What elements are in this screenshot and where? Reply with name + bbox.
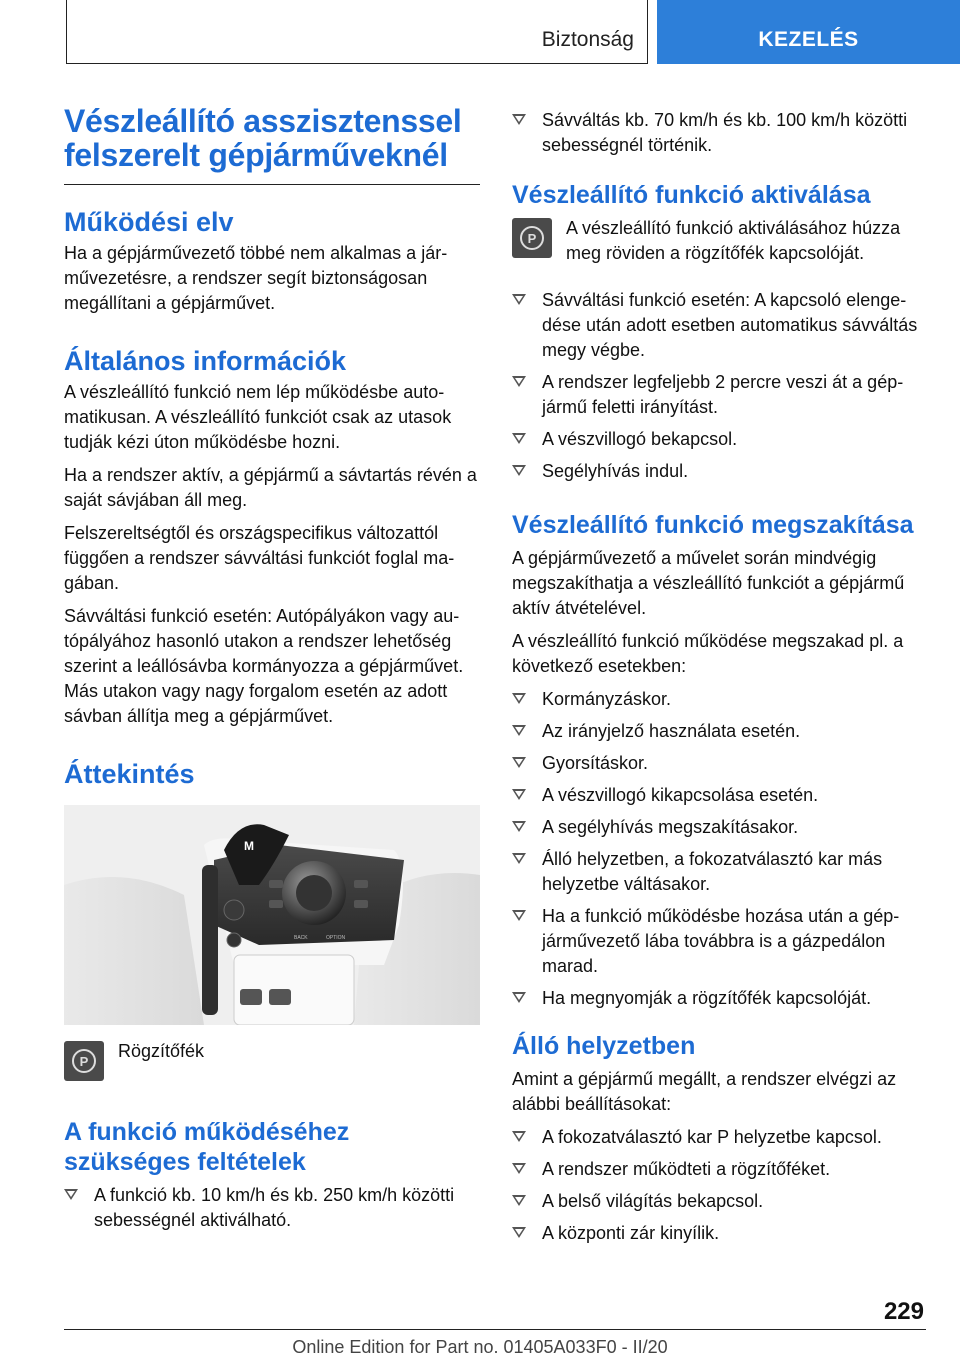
list-item: A belső világítás bekapcsol. bbox=[512, 1189, 926, 1214]
paragraph: Sávváltási funkció esetén: Autópályákon vagy autópályához hasonló utakon a rendszer lehetőség szerint a leállósávba kormányozza a gépjárművet. Más utakon vagy nagy forgalom esetén az adott sávban állítja meg a gépjárművet. bbox=[64, 606, 464, 726]
title-divider bbox=[64, 184, 480, 185]
bullet-triangle-icon bbox=[512, 789, 526, 800]
section-heading-principle: Működési elv bbox=[64, 207, 234, 237]
header-chapter-tab[interactable] bbox=[657, 0, 960, 64]
right-column bbox=[512, 100, 926, 1254]
parking-brake-icon: P bbox=[64, 1041, 104, 1081]
bullet-triangle-icon bbox=[512, 725, 526, 736]
bullet-triangle-icon bbox=[512, 1163, 526, 1174]
paragraph: Ha a rendszer aktív, a gépjármű a sávtartás révén a saját sávjában áll meg. bbox=[64, 465, 477, 510]
header-chapter-label: KEZELÉS bbox=[758, 28, 859, 51]
bullet-triangle-icon bbox=[512, 910, 526, 921]
footer-divider bbox=[64, 1329, 926, 1330]
footer-edition: Online Edition for Part no. 01405A033F0 - II/20 bbox=[292, 1337, 668, 1357]
option-button-label: OPTION bbox=[326, 935, 346, 941]
list-item: A segélyhívás megszakításakor. bbox=[512, 815, 926, 840]
list-item: A vészvillogó bekapcsol. bbox=[512, 427, 926, 452]
bullet-triangle-icon bbox=[64, 1189, 78, 1200]
list-item: A vészvillogó kikapcsolása esetén. bbox=[512, 783, 926, 808]
bullet-triangle-icon bbox=[512, 757, 526, 768]
brake-legend bbox=[64, 1039, 480, 1081]
interrupt-list bbox=[512, 687, 926, 1011]
center-console-illustration bbox=[64, 805, 480, 1025]
list-item: Segélyhívás indul. bbox=[512, 459, 926, 484]
list-item: A funkció kb. 10 km/h és kb. 250 km/h közötti sebességnél aktiválható. bbox=[64, 1183, 480, 1233]
paragraph: Amint a gépjármű megállt, a rendszer elvégzi az alábbi beállításokat: bbox=[512, 1069, 897, 1114]
list-item: A központi zár kinyílik. bbox=[512, 1221, 926, 1246]
lane-change-list bbox=[512, 108, 926, 158]
list-item: Sávváltás kb. 70 km/h és kb. 100 km/h közötti sebességnél történik. bbox=[512, 108, 926, 158]
paragraph: A gépjárművezető a művelet során mindvégig megszakíthatja a vészleállító funkciót a gépjármű aktív átvételével. bbox=[512, 548, 905, 618]
section-heading-interrupt: Vészleállító funkció megszakítása bbox=[512, 511, 914, 539]
list-item: A rendszer működteti a rögzítőféket. bbox=[512, 1157, 926, 1182]
bullet-triangle-icon bbox=[512, 114, 526, 125]
section-heading-standstill: Álló helyzetben bbox=[512, 1032, 696, 1060]
page-title: Vészleállító asszisztenssel felszerelt gépjárműveknél bbox=[64, 103, 462, 173]
paragraph: A vészleállító funkció működése megszakad pl. a következő esetekben: bbox=[512, 631, 904, 676]
list-item: Az irányjelző használata esetén. bbox=[512, 719, 926, 744]
paragraph: A vészleállító funkció nem lép működésbe automatikusan. A vészleállító funkciót csak az utasok tudják kézi úton működésbe hozni. bbox=[64, 382, 452, 452]
left-column bbox=[64, 100, 480, 1241]
brake-legend-label: Rögzítőfék bbox=[118, 1041, 205, 1061]
bullet-triangle-icon bbox=[512, 465, 526, 476]
paragraph: Felszereltségtől és országspecifikus változattól függően a rendszer sávváltási funkciót foglal magában. bbox=[64, 523, 455, 593]
list-item: A fokozatválasztó kar P helyzetbe kapcsol. bbox=[512, 1125, 926, 1150]
section-heading-requirements: A funkció működéséhez szükséges feltételek bbox=[64, 1118, 350, 1176]
list-item: Ha a funkció működésbe hozása után a gépjárművezető lába továbbra is a gázpedálon marad. bbox=[512, 904, 926, 979]
page-number: 229 bbox=[883, 1298, 924, 1325]
list-item: Ha megnyomják a rögzítőfék kapcsolóját. bbox=[512, 986, 926, 1011]
parking-brake-icon: P bbox=[512, 218, 552, 258]
bullet-triangle-icon bbox=[512, 693, 526, 704]
bullet-triangle-icon bbox=[512, 853, 526, 864]
bullet-triangle-icon bbox=[512, 1131, 526, 1142]
activation-list bbox=[512, 288, 926, 484]
paragraph: A vészleállító funkció aktiválásához húzza meg röviden a rögzítőfék kapcsolóját. bbox=[566, 218, 901, 263]
center-console-photo bbox=[64, 805, 480, 1025]
activation-instruction bbox=[512, 216, 926, 274]
bullet-triangle-icon bbox=[512, 821, 526, 832]
paragraph: Ha a gépjárművezető többé nem alkalmas a járművezetésre, a rendszer segít biztonságosan megállítani a gépjárművet. bbox=[64, 243, 448, 313]
bullet-triangle-icon bbox=[512, 1195, 526, 1206]
brand-badge: M bbox=[244, 839, 254, 853]
list-item: Kormányzáskor. bbox=[512, 687, 926, 712]
section-heading-activation: Vészleállító funkció aktiválása bbox=[512, 181, 871, 209]
list-item: Gyorsításkor. bbox=[512, 751, 926, 776]
requirements-list bbox=[64, 1183, 480, 1233]
section-heading-general: Általános információk bbox=[64, 346, 347, 376]
section-heading-overview: Áttekintés bbox=[64, 759, 195, 789]
bullet-triangle-icon bbox=[512, 433, 526, 444]
bullet-triangle-icon bbox=[512, 992, 526, 1003]
bullet-triangle-icon bbox=[512, 294, 526, 305]
list-item: A rendszer legfeljebb 2 percre veszi át a gépjármű feletti irányítást. bbox=[512, 370, 926, 420]
bullet-triangle-icon bbox=[512, 376, 526, 387]
list-item: Sávváltási funkció esetén: A kapcsoló elengedése után adott esetben automatikus sávváltás megy végbe. bbox=[512, 288, 926, 363]
standstill-list bbox=[512, 1125, 926, 1246]
bullet-triangle-icon bbox=[512, 1227, 526, 1238]
list-item: Álló helyzetben, a fokozatválasztó kar más helyzetbe váltásakor. bbox=[512, 847, 926, 897]
back-button-label: BACK bbox=[294, 935, 308, 941]
header-section-title: Biztonság bbox=[541, 28, 634, 51]
